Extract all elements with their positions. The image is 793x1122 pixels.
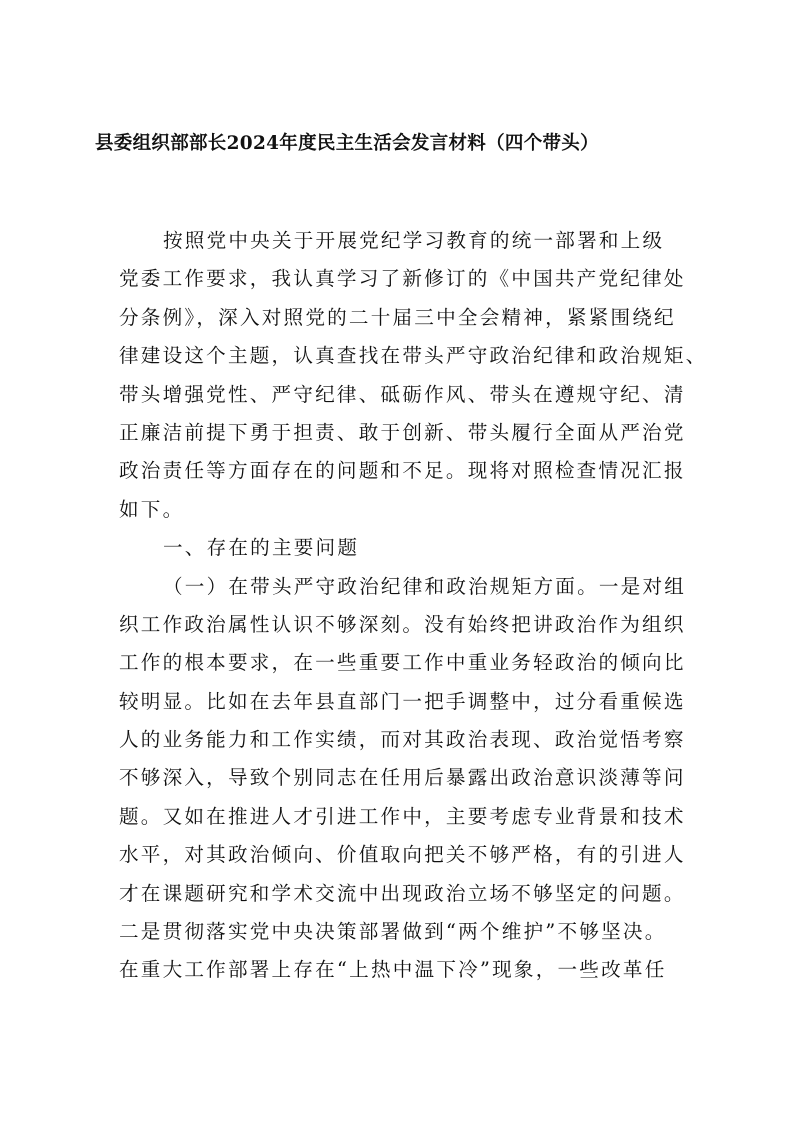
paragraph-line: 正廉洁前提下勇于担责、敢于创新、带头履行全面从严治党 [119,420,686,444]
paragraph-line: 在重大工作部署上存在“上热中温下冷”现象，一些改革任 [119,958,667,982]
document-body [119,222,708,990]
paragraph-line: 二是贯彻落实党中央决策部署做到“两个维护”不够坚决。 [119,920,667,944]
paragraph-line: 带头增强党性、严守纪律、砥砺作风、带头在遵规守纪、清 [119,382,686,406]
paragraph-line: 政治责任等方面存在的问题和不足。现将对照检查情况汇报 [119,459,686,483]
paragraph-line: 按照党中央关于开展党纪学习教育的统一部署和上级 [163,229,665,252]
paragraph-line: 人的业务能力和工作实绩，而对其政治表现、政治觉悟考察 [119,728,686,752]
paragraph-line: 不够深入，导致个别同志在任用后暴露出政治意识淡薄等问 [119,766,686,790]
paragraph-line: 党委工作要求，我认真学习了新修订的《中国共产党纪律处 [119,267,686,291]
paragraph-line: 分条例》，深入对照党的二十届三中全会精神，紧紧围绕纪 [119,305,676,329]
paragraph-line: 水平，对其政治倾向、价值取向把关不够严格，有的引进人 [119,843,686,867]
paragraph-line: 才在课题研究和学术交流中出现政治立场不够坚定的问题。 [119,881,686,905]
section-heading: 一、存在的主要问题 [163,536,360,560]
paragraph-line: （一）在带头严守政治纪律和政治规矩方面。一是对组 [163,574,687,598]
paragraph-line: 较明显。比如在去年县直部门一把手调整中，过分看重候选 [119,689,686,713]
paragraph-line: 题。又如在推进人才引进工作中，主要考虑专业背景和技术 [119,804,686,828]
paragraph-line: 工作的根本要求，在一些重要工作中重业务轻政治的倾向比 [119,651,686,675]
document-title: 县委组织部部长2024年度民主生活会发言材料（四个带头） [95,133,599,154]
paragraph-line: 如下。 [119,497,185,521]
paragraph-line: 织工作政治属性认识不够深刻。没有始终把讲政治作为组织 [119,612,686,636]
paragraph-line: 律建设这个主题，认真查找在带头严守政治纪律和政治规矩、 [119,344,708,368]
